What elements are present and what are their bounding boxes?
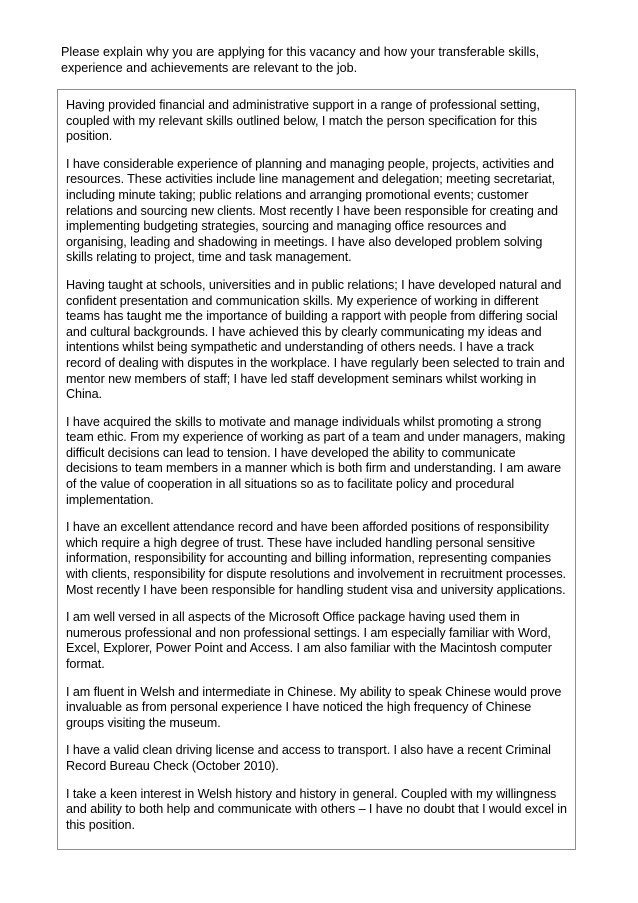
answer-paragraph-driving: I have a valid clean driving license and access to transport. I also have a recent Criminal Record Bureau Check (October 2010).: [66, 743, 551, 773]
answer-paragraph-teamwork: I have acquired the skills to motivate and manage individuals whilst promoting a strong team ethic. From my experience of working as part of a team and under managers, making difficult decisions can lead to tension. I have developed the ability to communicate decisions to team members in a manner which is both firm and understanding. I am aware of the value of cooperation in all situations so as to facilitate policy and procedural implementation.: [66, 414, 566, 507]
answer-paragraph-intro: Having provided financial and administrative support in a range of professional setting, coupled with my relevant skills outlined below, I match the person specification for this position.: [66, 98, 540, 144]
question-text: Please explain why you are applying for this vacancy and how your transferable skills, experience and achievements are relevant to the job.: [61, 45, 540, 75]
answer-paragraph-planning: I have considerable experience of planning and managing people, projects, activities and resources. These activities include line management and delegation; meeting secretariat, including minute taking; public relations and arranging promotional events; customer relations and sourcing new clients. Most recently I have been responsible for creating and implementing budgeting strategies, sourcing and managing office resources and organising, leading and shadowing in meetings. I have also developed problem solving skills relating to project, time and task management.: [66, 156, 558, 265]
answer-paragraph-it-skills: I am well versed in all aspects of the Microsoft Office package having used them in numerous professional and non professional settings. I am especially familiar with Word, Excel, Explorer, Power Point and Access. I am also familiar with the Macintosh computer format.: [66, 610, 552, 671]
answer-paragraph-communication: Having taught at schools, universities and in public relations; I have developed natural and confident presentation and communication skills. My experience of working in different teams has taught me the importance of building a rapport with people from differing social and cultural backgrounds. I have achieved this by clearly communicating my ideas and intentions whilst being sympathetic and understanding of others needs. I have a track record of dealing with disputes in the workplace. I have regularly been selected to train and mentor new members of staff; I have led staff development seminars whilst working in China.: [66, 277, 565, 402]
answer-paragraph-languages: I am fluent in Welsh and intermediate in Chinese. My ability to speak Chinese would prove invaluable as from personal experience I have noticed the high frequency of Chinese groups visiting the museum.: [66, 684, 562, 730]
answer-box: [57, 89, 576, 850]
answer-paragraph-closing: I take a keen interest in Welsh history and history in general. Coupled with my willingness and ability to both help and communicate with others – I have no doubt that I would excel in this position.: [66, 786, 567, 832]
answer-paragraph-responsibility: I have an excellent attendance record and have been afforded positions of responsibility which require a high degree of trust. These have included handling personal sensitive information, responsibility for accounting and billing information, representing companies with clients, responsibility for dispute resolutions and involvement in recruitment processes. Most recently I have been responsible for handling student visa and university applications.: [66, 520, 566, 597]
